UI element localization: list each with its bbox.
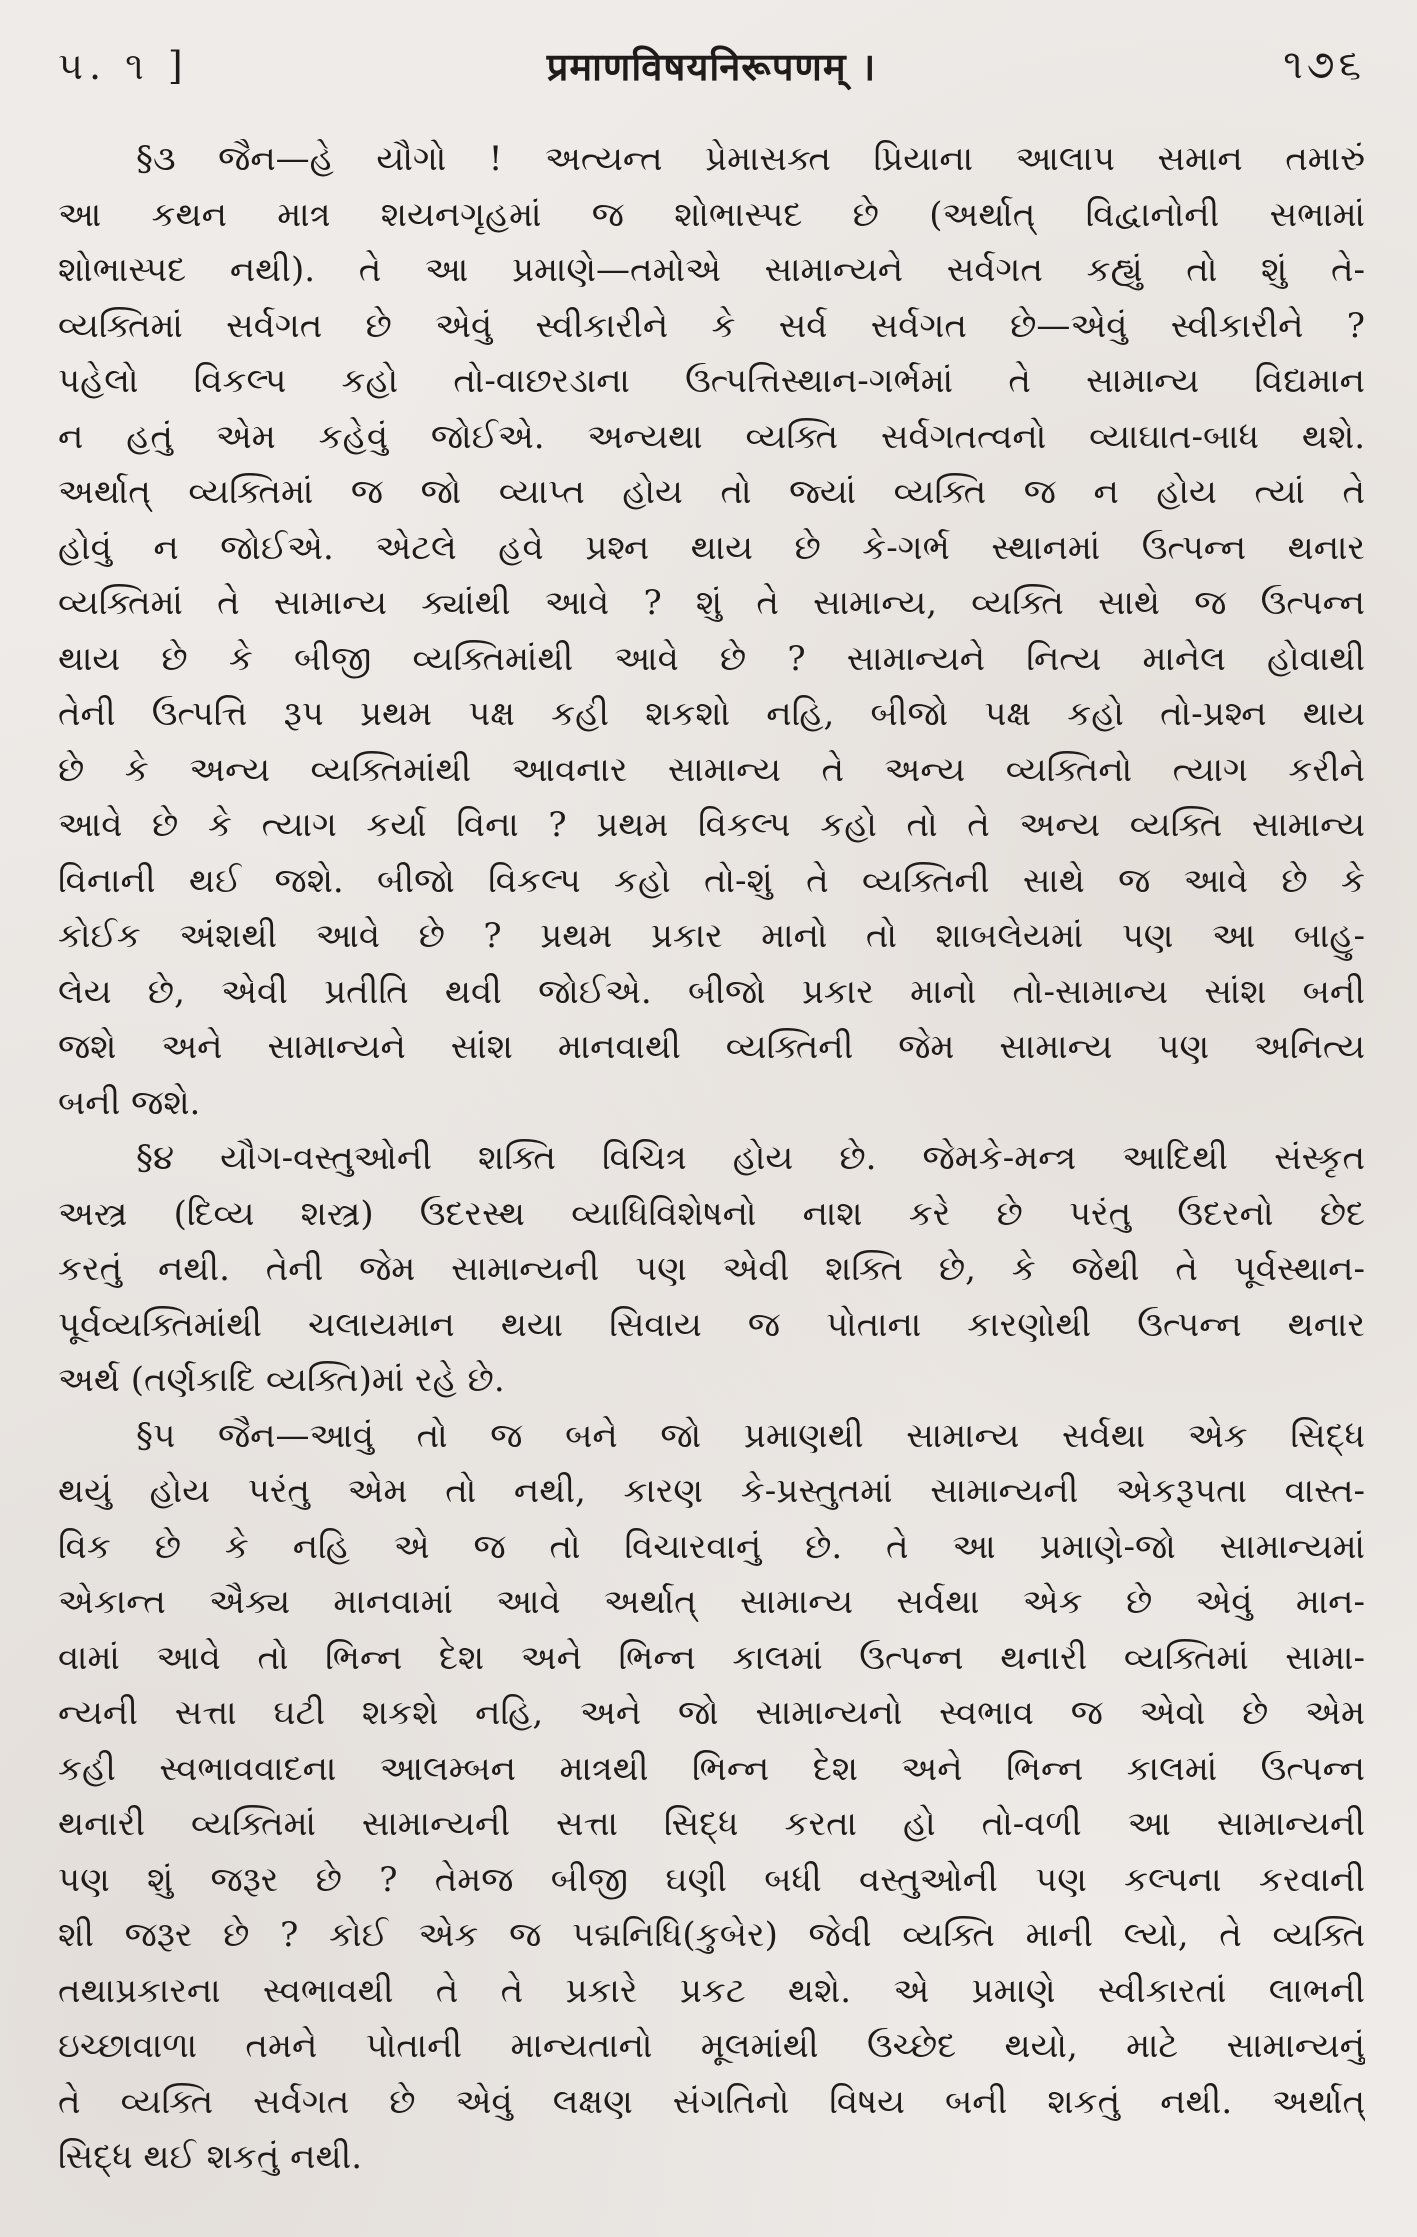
body-text [58,132,1365,2186]
text-line: ન્યની સત્તા ઘટી શકશે નહિ, અને જો સામાન્યનો સ્વભાવ જ એવો છે એમ [58,1693,1365,1733]
text-line: તેની ઉત્પત્તિ રૂપ પ્રથમ પક્ષ કહી શકશો નહિ, બીજો પક્ષ કહો તો-પ્રશ્ન થાય [58,694,1365,734]
text-line: પહેલો વિકલ્પ કહો તો-વાછરડાના ઉત્પત્તિસ્થાન-ગર્ભમાં તે સામાન્ય વિદ્યમાન [58,361,1365,401]
text-line: અર્થાત્ વ્યક્તિમાં જ જો વ્યાપ્ત હોય તો જ્યાં વ્યક્તિ જ ન હોય ત્યાં તે [58,472,1365,512]
text-line: §૩ જૈન—હે યૌગો ! અત્યન્ત પ્રેમાસક્ત પ્રિયાના આલાપ સમાન તમારું [136,139,1365,179]
text-line: કોઈક અંશથી આવે છે ? પ્રથમ પ્રકાર માનો તો શાબલેયમાં પણ આ બાહુ- [58,916,1365,956]
text-line: અસ્ત્ર (દિવ્ય શસ્ત્ર) ઉદરસ્થ વ્યાધિવિશેષનો નાશ કરે છે પરંતુ ઉદરનો છેદ [58,1193,1365,1234]
text-line: છે કે અન્ય વ્યક્તિમાંથી આવનાર સામાન્ય તે અન્ય વ્યક્તિનો ત્યાગ કરીને [58,749,1365,790]
text-line: થયું હોય પરંતુ એમ તો નથી, કારણ કે-પ્રસ્તુતમાં સામાન્યની એકરૂપતા વાસ્ત- [58,1471,1365,1511]
text-line: શોભાસ્પદ નથી). તે આ પ્રમાણે—તમોએ સામાન્યને સર્વગત કહ્યું તો શું તે- [58,250,1365,290]
running-title: प्रमाणविषयनिरूपणम् । [546,44,877,89]
text-line: પણ શું જરૂર છે ? તેમજ બીજી ઘણી બધી વસ્તુઓની પણ કલ્પના કરવાની [58,1859,1365,1900]
text-line: શી જરૂર છે ? કોઈ એક જ પદ્મનિધિ(કુબેર) જેવી વ્યક્તિ માની લ્યો, તે વ્યક્તિ [58,1915,1365,1955]
text-line: થનારી વ્યક્તિમાં સામાન્યની સત્તા સિદ્ધ કરતા હો તો-વળી આ સામાન્યની [58,1804,1365,1844]
text-line: તથાપ્રકારના સ્વભાવથી તે તે પ્રકારે પ્રકટ થશે. એ પ્રમાણે સ્વીકારતાં લાભની [58,1970,1365,2011]
text-line: ઇચ્છાવાળા તમને પોતાની માન્યતાનો મૂલમાંથી ઉચ્છેદ થયો, માટે સામાન્યનું [58,2026,1365,2066]
text-line: સિદ્ધ થઈ શકતું નથી. [58,2137,363,2177]
text-line: હોવું ન જોઈએ. એટલે હવે પ્રશ્ન થાય છે કે-ગર્ભ સ્થાનમાં ઉત્પન્ન થનાર [58,527,1365,568]
text-line: કહી સ્વભાવવાદના આલમ્બન માત્રથી ભિન્ન દેશ અને ભિન્ન કાલમાં ઉત્પન્ન [58,1748,1365,1789]
text-line: ન હતું એમ કહેવું જોઈએ. અન્યથા વ્યક્તિ સર્વગતત્વનો વ્યાઘાત-બાધ થશે. [58,416,1365,457]
text-line: આ કથન માત્ર શયનગૃહમાં જ શોભાસ્પદ છે (અર્થાત્ વિદ્વાનોની સભામાં [58,194,1365,235]
text-line: અર્થ (તર્ણકાદિ વ્યક્તિ)માં રહે છે. [58,1360,505,1400]
text-line: પૂર્વવ્યક્તિમાંથી ચલાયમાન થયા સિવાય જ પોતાના કારણોથી ઉત્પન્ન થનાર [58,1304,1365,1345]
text-line: §૪ યૌગ-વસ્તુઓની શક્તિ વિચિત્ર હોય છે. જેમકે-મન્ત્ર આદિથી સંસ્કૃત [136,1138,1365,1178]
text-line: તે વ્યક્તિ સર્વગત છે એવું લક્ષણ સંગતિનો વિષય બની શકતું નથી. અર્થાત્ [58,2081,1365,2122]
paragraph [58,1131,1365,1409]
text-line: વિનાની થઈ જશે. બીજો વિકલ્પ કહો તો-શું તે વ્યક્તિની સાથે જ આવે છે કે [58,860,1365,901]
text-line: વ્યક્તિમાં સર્વગત છે એવું સ્વીકારીને કે સર્વ સર્વગત છે—એવું સ્વીકારીને ? [58,305,1365,346]
text-line: §૫ જૈન—આવું તો જ બને જો પ્રમાણથી સામાન્ય સર્વથા એક સિદ્ધ [136,1415,1365,1456]
page-number: ૧૭૬ [1283,42,1365,88]
text-line: એકાન્ત ઐક્ય માનવામાં આવે અર્થાત્ સામાન્ય સર્વથા એક છે એવું માન- [58,1582,1365,1622]
section-reference: ૫. ૧ ] [58,44,189,88]
paragraph [58,132,1365,1131]
text-line: વામાં આવે તો ભિન્ન દેશ અને ભિન્ન કાલમાં ઉત્પન્ન થનારી વ્યક્તિમાં સામા- [58,1637,1365,1678]
page-header [58,38,1365,98]
text-line: જશે અને સામાન્યને સાંશ માનવાથી વ્યક્તિની જેમ સામાન્ય પણ અનિત્ય [58,1027,1365,1067]
text-line: બની જશે. [58,1082,201,1123]
text-line: વ્યક્તિમાં તે સામાન્ય ક્યાંથી આવે ? શું તે સામાન્ય, વ્યક્તિ સાથે જ ઉત્પન્ન [58,583,1365,623]
text-line: વિક છે કે નહિ એ જ તો વિચારવાનું છે. તે આ પ્રમાણે-જો સામાન્યમાં [58,1526,1365,1567]
text-line: થાય છે કે બીજી વ્યક્તિમાંથી આવે છે ? સામાન્યને નિત્ય માનેલ હોવાથી [58,638,1365,679]
text-line: આવે છે કે ત્યાગ કર્યા વિના ? પ્રથમ વિકલ્પ કહો તો તે અન્ય વ્યક્તિ સામાન્ય [58,805,1365,845]
paragraph [58,1409,1365,2186]
text-line: લેય છે, એવી પ્રતીતિ થવી જોઈએ. બીજો પ્રકાર માનો તો-સામાન્ય સાંશ બની [58,971,1365,1012]
text-line: કરતું નથી. તેની જેમ સામાન્યની પણ એવી શક્તિ છે, કે જેથી તે પૂર્વસ્થાન- [58,1249,1365,1289]
